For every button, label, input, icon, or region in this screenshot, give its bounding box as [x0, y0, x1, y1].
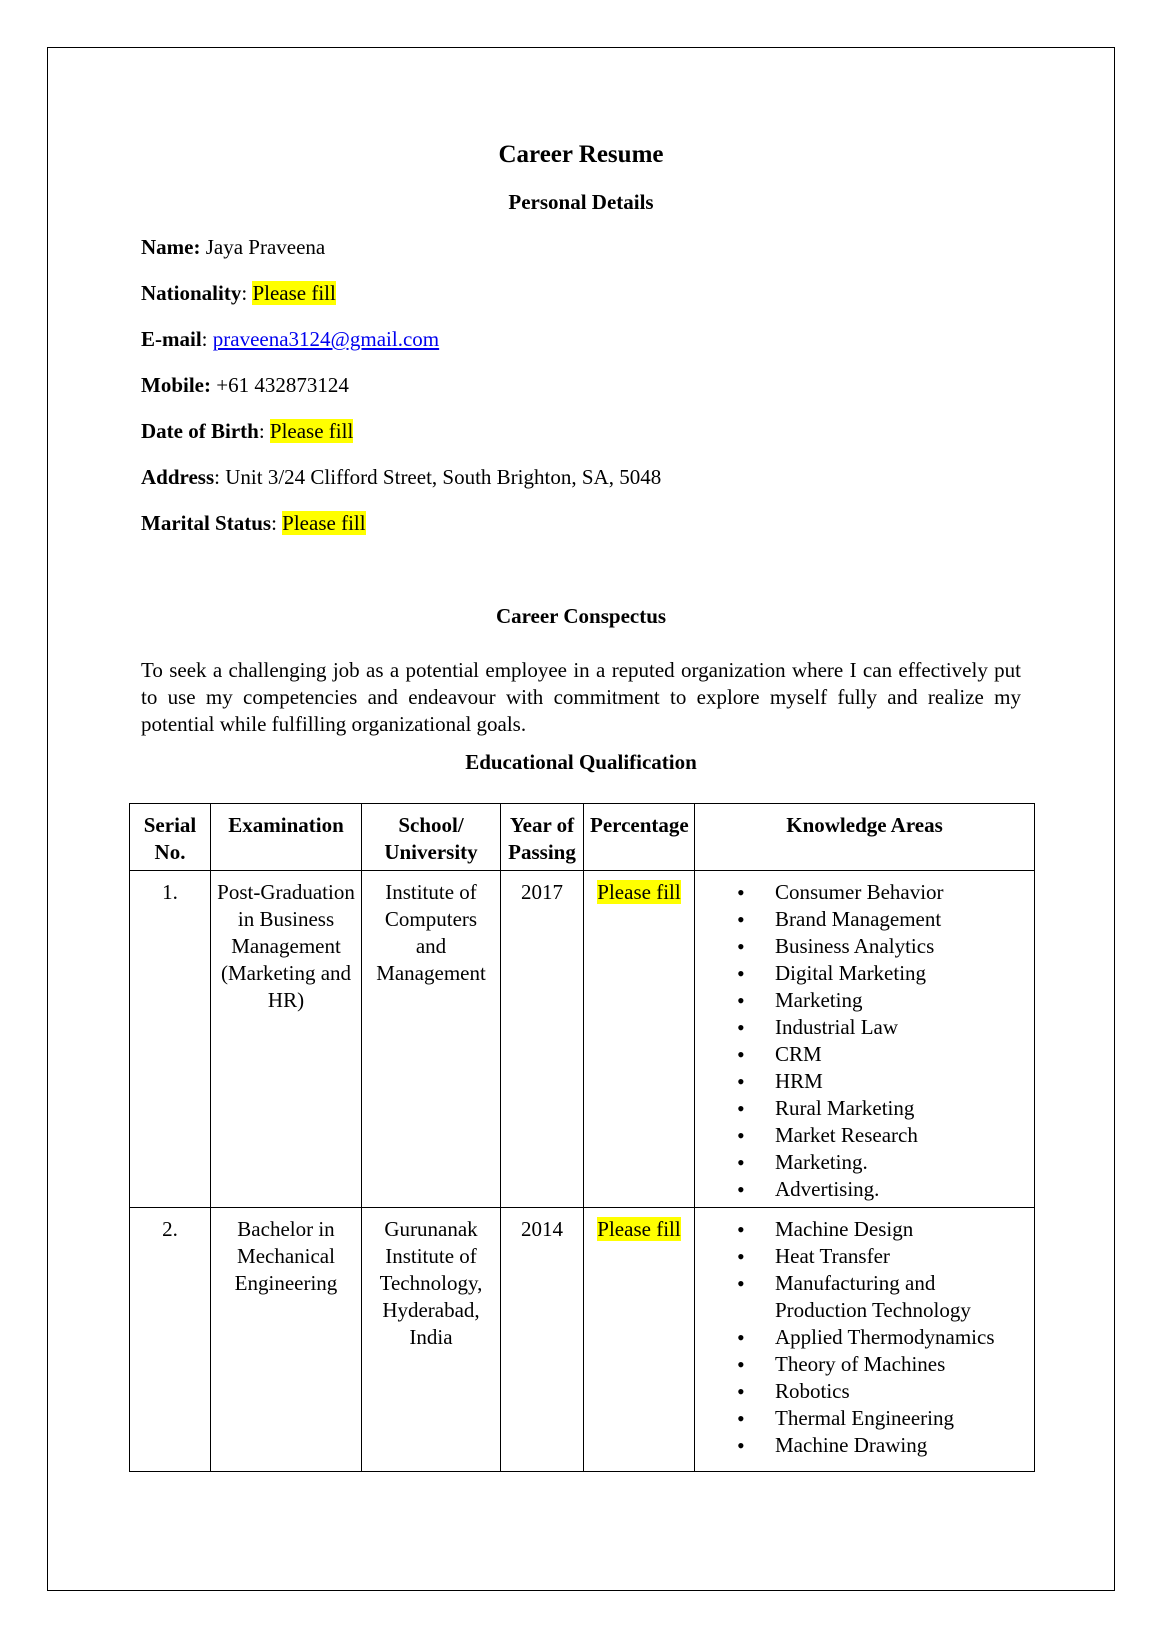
column-header: Percentage — [584, 804, 695, 871]
list-item: • Business Analytics — [775, 933, 1024, 960]
column-header: School/ University — [362, 804, 501, 871]
cell-year: 2014 — [501, 1208, 584, 1472]
cell-serial: 1. — [130, 871, 211, 1208]
education-table — [129, 803, 1035, 1472]
career-conspectus-heading: Career Conspectus — [495, 604, 667, 628]
nationality-label: Nationality — [141, 281, 242, 305]
list-item: • Marketing. — [775, 1149, 1024, 1176]
list-item: • Marketing — [775, 987, 1024, 1014]
email-link[interactable]: praveena3124@gmail.com — [212, 327, 440, 351]
cell-knowledge-areas — [695, 871, 1035, 1208]
dob-label: Date of Birth — [141, 419, 259, 443]
column-header: Knowledge Areas — [695, 804, 1035, 871]
personal-details-heading: Personal Details — [508, 190, 654, 214]
list-item: • Industrial Law — [775, 1014, 1024, 1041]
dob-field — [141, 419, 353, 444]
colon: : — [201, 327, 213, 351]
nationality-field — [141, 281, 336, 306]
address-label: Address — [141, 465, 215, 489]
address-field — [141, 465, 661, 490]
percentage-value: Please fill — [597, 880, 681, 904]
column-header: Examination — [211, 804, 362, 871]
email-label: E-mail — [141, 327, 202, 351]
colon: : — [271, 511, 283, 535]
nationality-value: Please fill — [252, 281, 336, 305]
list-item: • Machine Design — [775, 1216, 1024, 1243]
name-label: Name: — [141, 235, 201, 259]
list-item: • HRM — [775, 1068, 1024, 1095]
list-item: • Machine Drawing — [775, 1432, 1024, 1459]
career-objective-text: To seek a challenging job as a potential employee in a reputed organization where I can effectively put to use my competencies and endeavour with commitment to explore myself fully and realize my potential while fulfilling organizational goals. — [141, 658, 1021, 736]
list-item: • Heat Transfer — [775, 1243, 1024, 1270]
table-row — [130, 871, 1035, 1208]
knowledge-list — [735, 1216, 1024, 1459]
list-item: • Market Research — [775, 1122, 1024, 1149]
list-item: • Robotics — [775, 1378, 1024, 1405]
table-row — [130, 1208, 1035, 1472]
list-item: • CRM — [775, 1041, 1024, 1068]
cell-percentage — [584, 1208, 695, 1472]
list-item: • Advertising. — [775, 1176, 1024, 1203]
cell-knowledge-areas — [695, 1208, 1035, 1472]
marital-status-label: Marital Status — [141, 511, 272, 535]
cell-school: Institute of Computers and Management — [362, 871, 501, 1208]
column-header: Year of Passing — [501, 804, 584, 871]
table-header-row — [130, 804, 1035, 871]
cell-percentage — [584, 871, 695, 1208]
mobile-field — [141, 373, 349, 398]
cell-examination: Bachelor in Mechanical Engineering — [211, 1208, 362, 1472]
list-item: • Thermal Engineering — [775, 1405, 1024, 1432]
knowledge-list — [735, 879, 1024, 1203]
name-value: Jaya Praveena — [205, 235, 326, 259]
list-item: • Theory of Machines — [775, 1351, 1024, 1378]
list-item: • Manufacturing and Production Technology — [775, 1270, 1024, 1324]
page-title: Career Resume — [498, 141, 664, 168]
list-item: • Digital Marketing — [775, 960, 1024, 987]
name-field — [141, 235, 325, 260]
list-item: • Consumer Behavior — [775, 879, 1024, 906]
cell-school: Gurunanak Institute of Technology, Hyderabad, India — [362, 1208, 501, 1472]
colon: : — [258, 419, 270, 443]
dob-value: Please fill — [269, 419, 354, 443]
percentage-value: Please fill — [597, 1217, 681, 1241]
list-item: • Brand Management — [775, 906, 1024, 933]
educational-qualification-heading: Educational Qualification — [465, 750, 697, 774]
marital-status-value: Please fill — [282, 511, 366, 535]
cell-examination: Post-Graduation in Business Management (Marketing and HR) — [211, 871, 362, 1208]
cell-serial: 2. — [130, 1208, 211, 1472]
marital-status-field — [141, 511, 366, 536]
list-item: • Applied Thermodynamics — [775, 1324, 1024, 1351]
mobile-value: +61 432873124 — [216, 373, 349, 397]
list-item: • Rural Marketing — [775, 1095, 1024, 1122]
email-field — [141, 327, 439, 352]
colon: : — [214, 465, 226, 489]
colon: : — [241, 281, 253, 305]
cell-year: 2017 — [501, 871, 584, 1208]
column-header: Serial No. — [130, 804, 211, 871]
address-value: Unit 3/24 Clifford Street, South Brighton, SA, 5048 — [225, 465, 662, 489]
mobile-label: Mobile: — [141, 373, 211, 397]
